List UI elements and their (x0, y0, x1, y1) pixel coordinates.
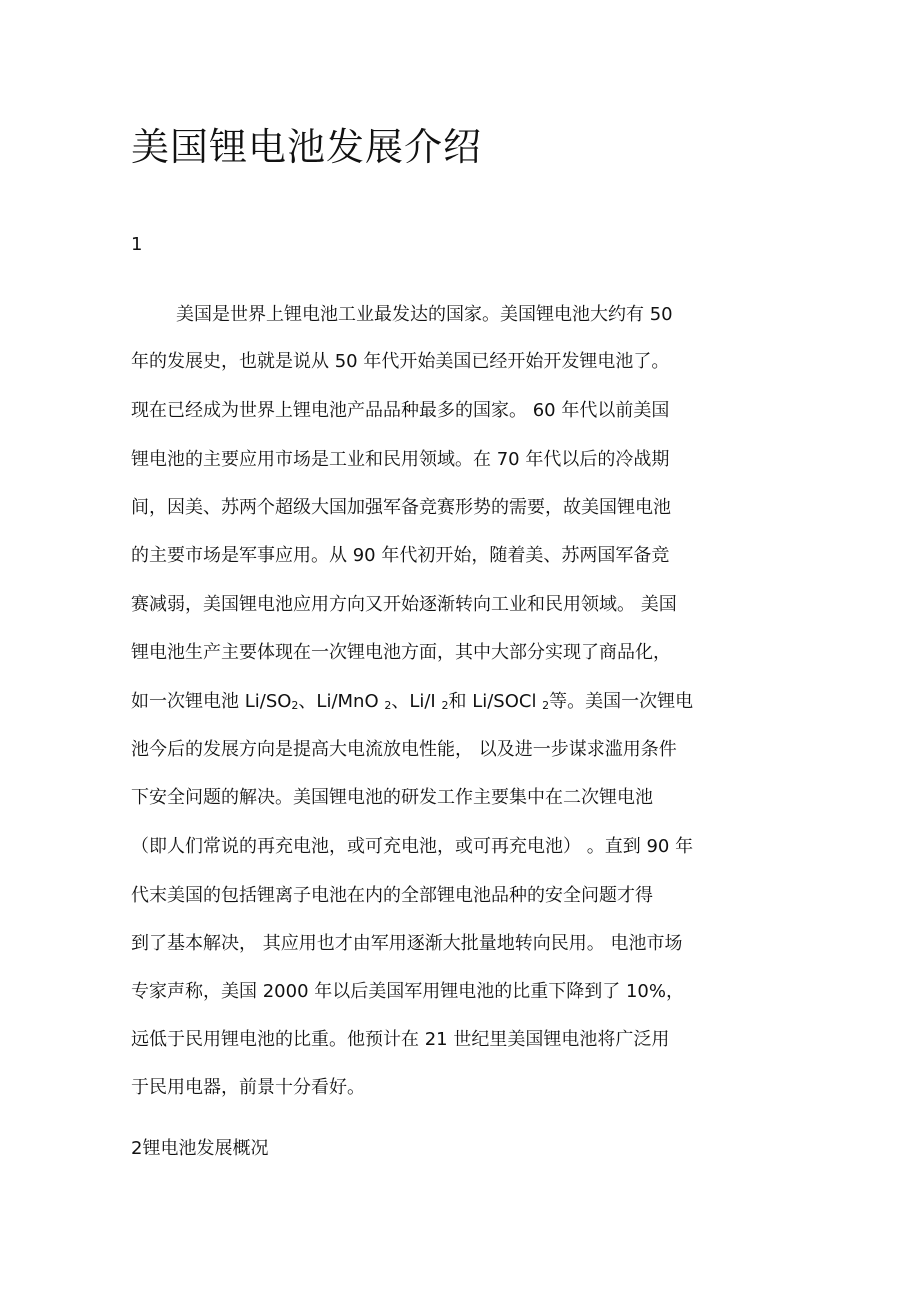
paragraph-line: 赛减弱，美国锂电池应用方向又开始逐渐转向工业和民用领域。 美国 (131, 594, 677, 615)
subscript: 2 (384, 699, 392, 712)
line-text: 、Li/MnO (298, 691, 385, 712)
paragraph-line: 年的发展史，也就是说从 50 年代开始美国已经开始开发锂电池了。 (131, 351, 670, 372)
paragraph-line: 现在已经成为世界上锂电池产品品种最多的国家。 60 年代以前美国 (131, 400, 670, 421)
line-text: 、Li/I (391, 691, 442, 712)
paragraph-line: 池今后的发展方向是提高大电流放电性能， 以及进一步谋求滥用条件 (131, 739, 677, 760)
paragraph-line: 锂电池生产主要体现在一次锂电池方面，其中大部分实现了商品化， (131, 642, 671, 663)
line-text: 等。美国一次锂电 (549, 691, 694, 712)
paragraph-line: 到了基本解决， 其应用也才由军用逐渐大批量地转向民用。 电池市场 (131, 933, 683, 954)
paragraph-line: 间，因美、苏两个超级大国加强军备竞赛形势的需要，故美国锂电池 (131, 497, 671, 518)
paragraph-line: 的主要市场是军事应用。从 90 年代初开始，随着美、苏两国军备竞 (131, 545, 670, 566)
paragraph-line-chemistry (131, 690, 693, 714)
section-1-number: 1 (131, 234, 143, 255)
subscript: 2 (291, 699, 299, 712)
section-2-heading: 2锂电池发展概况 (131, 1138, 269, 1159)
paragraph-line: （即人们常说的再充电池，或可充电池，或可再充电池） 。直到 90 年 (131, 836, 694, 857)
paragraph-line: 远低于民用锂电池的比重。他预计在 21 世纪里美国锂电池将广泛用 (131, 1029, 670, 1050)
paragraph-line: 锂电池的主要应用市场是工业和民用领域。在 70 年代以后的冷战期 (131, 449, 670, 470)
paragraph-line: 代末美国的包括锂离子电池在内的全部锂电池品种的安全问题才得 (131, 885, 653, 906)
subscript: 2 (542, 699, 550, 712)
paragraph-line: 于民用电器，前景十分看好。 (131, 1077, 365, 1098)
line-text: 如一次锂电池 Li/SO (131, 691, 292, 712)
subscript: 2 (441, 699, 449, 712)
paragraph-line: 下安全问题的解决。美国锂电池的研发工作主要集中在二次锂电池 (131, 787, 653, 808)
paragraph-line: 专家声称，美国 2000 年以后美国军用锂电池的比重下降到了 10%， (131, 981, 684, 1002)
document-title: 美国锂电池发展介绍 (131, 125, 483, 169)
line-text: 和 Li/SOCl (448, 691, 543, 712)
paragraph-line: 美国是世界上锂电池工业最发达的国家。美国锂电池大约有 50 (176, 304, 673, 325)
